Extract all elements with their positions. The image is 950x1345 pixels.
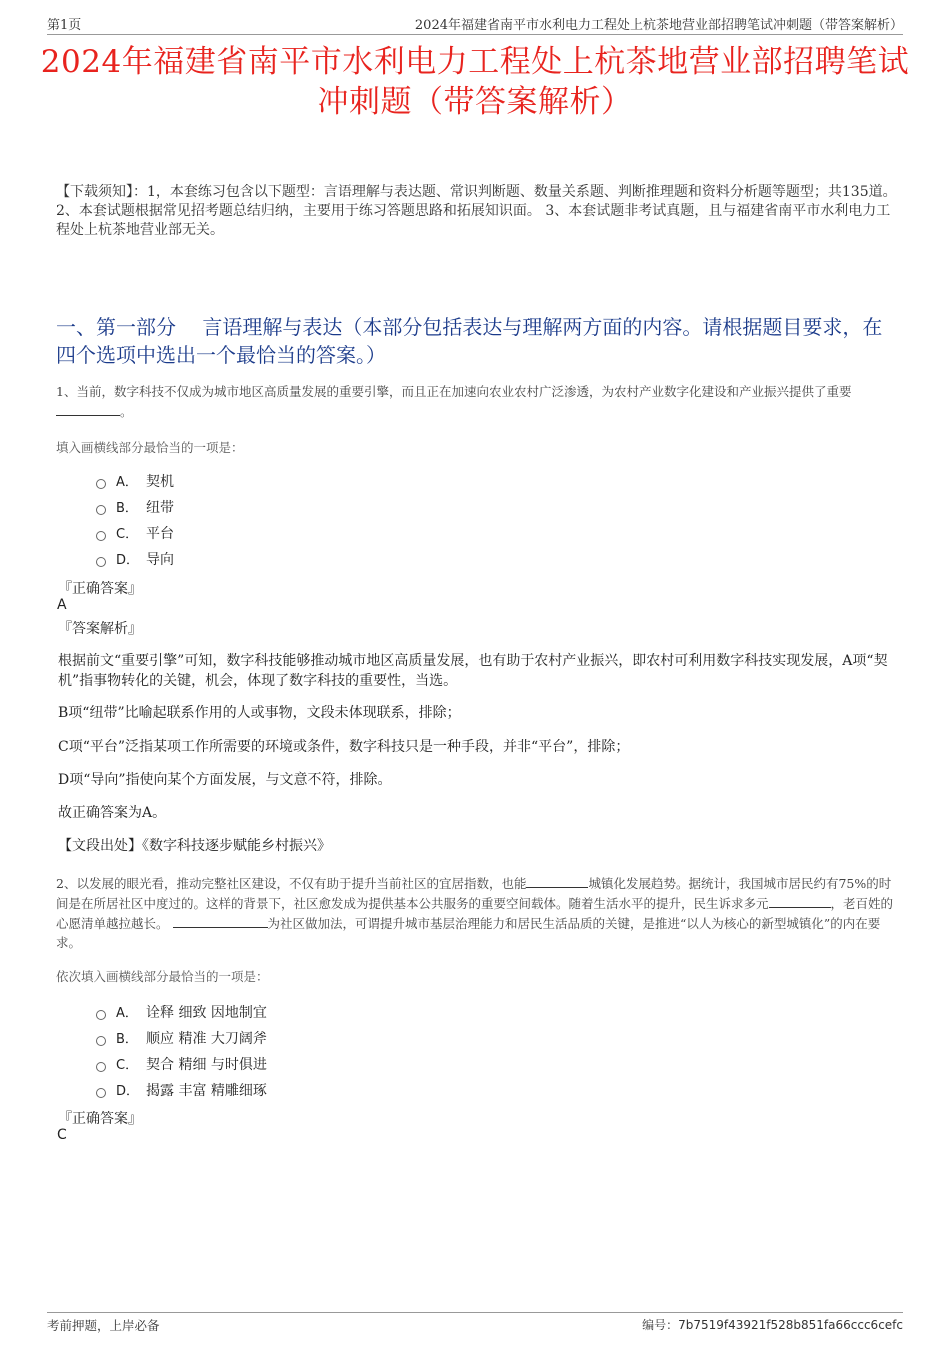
option-text: 契机 <box>146 474 174 490</box>
footer-slogan: 考前押题，上岸必备 <box>47 1318 160 1333</box>
q1-option-c[interactable] <box>96 523 174 549</box>
q1-answer: A <box>57 597 67 613</box>
radio-icon[interactable] <box>96 531 106 541</box>
option-text: 平台 <box>146 526 174 542</box>
radio-icon[interactable] <box>96 1010 106 1020</box>
q1-analysis-p4: D项“导向”指使向某个方面发展，与文意不符，排除。 <box>58 772 392 788</box>
section-heading: 一、第一部分 言语理解与表达（本部分包括表达与理解两方面的内容。请根据题目要求，在四个选项中选出一个最恰当的答案。） <box>56 315 883 367</box>
option-text: 诠释 细致 因地制宜 <box>146 1005 267 1021</box>
q2-blank-3 <box>173 913 268 928</box>
page-header <box>47 14 903 35</box>
q1-options <box>96 471 174 575</box>
title-line-1: 2024年福建省南平市水利电力工程处上杭茶地营业部招聘笔试 <box>40 44 910 80</box>
page-footer <box>47 1312 903 1343</box>
q1-option-b[interactable] <box>96 497 174 523</box>
document-title <box>40 42 910 122</box>
option-letter: A． <box>116 475 138 490</box>
radio-icon[interactable] <box>96 557 106 567</box>
q2-option-d[interactable] <box>96 1080 267 1106</box>
option-text: 纽带 <box>146 500 174 516</box>
q2-answer: C <box>57 1127 67 1143</box>
q1-analysis-p3: C项“平台”泛指某项工作所需要的环境或条件，数字科技只是一种手段，并非“平台”，排除； <box>58 739 630 755</box>
q1-prompt: 填入画横线部分最恰当的一项是： <box>56 440 244 455</box>
radio-icon[interactable] <box>96 479 106 489</box>
header-doc-title: 2024年福建省南平市水利电力工程处上杭茶地营业部招聘笔试冲刺题（带答案解析） <box>414 18 903 33</box>
q1-source: 【文段出处】《数字科技逐步赋能乡村振兴》 <box>58 838 331 854</box>
q2-blank-1 <box>526 873 588 888</box>
radio-icon[interactable] <box>96 1062 106 1072</box>
page-number: 第1页 <box>47 18 82 33</box>
option-letter: B． <box>116 1032 138 1047</box>
option-text: 契合 精细 与时俱进 <box>146 1057 267 1073</box>
q2-blank-2 <box>769 893 831 908</box>
q1-stem-text: 1、当前，数字科技不仅成为城市地区高质量发展的重要引擎，而且正在加速向农业农村广泛渗透，为农村产业数字化建设和产业振兴提供了重要 <box>56 384 852 399</box>
q1-stem-end: 。 <box>120 404 133 419</box>
q1-blank <box>56 401 120 416</box>
title-line-2: 冲刺题（带答案解析） <box>317 84 633 120</box>
q2-prompt: 依次填入画横线部分最恰当的一项是： <box>56 969 269 984</box>
option-text: 揭露 丰富 精雕细琢 <box>146 1083 267 1099</box>
q2-option-c[interactable] <box>96 1054 267 1080</box>
q1-analysis-p1: 根据前文“重要引擎”可知，数字科技能够推动城市地区高质量发展，也有助于农村产业振兴，即农村可利用数字科技实现发展，A项“契机”指事物转化的关键，机会，体现了数字科技的重要性，当选。 <box>58 653 888 689</box>
option-letter: A． <box>116 1006 138 1021</box>
question-1-stem <box>56 382 900 421</box>
q2-stem-part1: 2、以发展的眼光看，推动完整社区建设，不仅有助于提升当前社区的宜居指数，也能 <box>56 876 527 891</box>
option-letter: C． <box>116 1058 139 1073</box>
q1-analysis-p5: 故正确答案为A。 <box>58 805 167 821</box>
q2-stem-part4: 为社区做加法，可谓提升城市基层治理能力和居民生活品质的关键，是推进“以人为核心的新型城镇化”的内在要求。 <box>56 916 881 950</box>
q2-option-b[interactable] <box>96 1028 267 1054</box>
q1-analysis-label: 『答案解析』 <box>58 621 142 637</box>
radio-icon[interactable] <box>96 1036 106 1046</box>
radio-icon[interactable] <box>96 1088 106 1098</box>
option-letter: D． <box>116 553 140 568</box>
q2-answer-label: 『正确答案』 <box>58 1111 142 1127</box>
footer-doc-id: 编号：7b7519f43921f528b851fa66ccc6cefc <box>642 1318 903 1332</box>
radio-icon[interactable] <box>96 505 106 515</box>
q2-option-a[interactable] <box>96 1002 267 1028</box>
option-letter: D． <box>116 1084 140 1099</box>
q1-option-d[interactable] <box>96 549 174 575</box>
q1-analysis-p2: B项“纽带”比喻起联系作用的人或事物，文段未体现联系，排除； <box>58 705 461 721</box>
question-2-stem <box>56 873 900 952</box>
option-letter: C． <box>116 527 139 542</box>
q2-stem-part2: 城镇化发展趋势。据统计，我国城市居民约有75%的时间是在所居社区中度过的。这样的背景下，社区愈发成为提供基本公共服务的重要空间载体。随着生活水平的提升，民生诉求多元 <box>56 876 892 911</box>
option-text: 顺应 精准 大刀阔斧 <box>146 1031 267 1047</box>
download-notice: 【下载须知】：1，本套练习包含以下题型：言语理解与表达题、常识判断题、数量关系题、判断推理题和资料分析题等题型；共135道。 2、本套试题根据常见招考题总结归纳，主要用于练习答题思路和拓展知识面。 3、本套试题非考试真题，且与福建省南平市水利电力工程处上杭茶地营业部无关。 <box>56 184 897 238</box>
q1-answer-label: 『正确答案』 <box>58 581 142 597</box>
q1-option-a[interactable] <box>96 471 174 497</box>
option-letter: B． <box>116 501 138 516</box>
option-text: 导向 <box>146 552 174 568</box>
q2-stem-part3: ，老百姓的心愿清单越拉越长。 <box>56 896 894 931</box>
q2-options <box>96 1002 267 1106</box>
